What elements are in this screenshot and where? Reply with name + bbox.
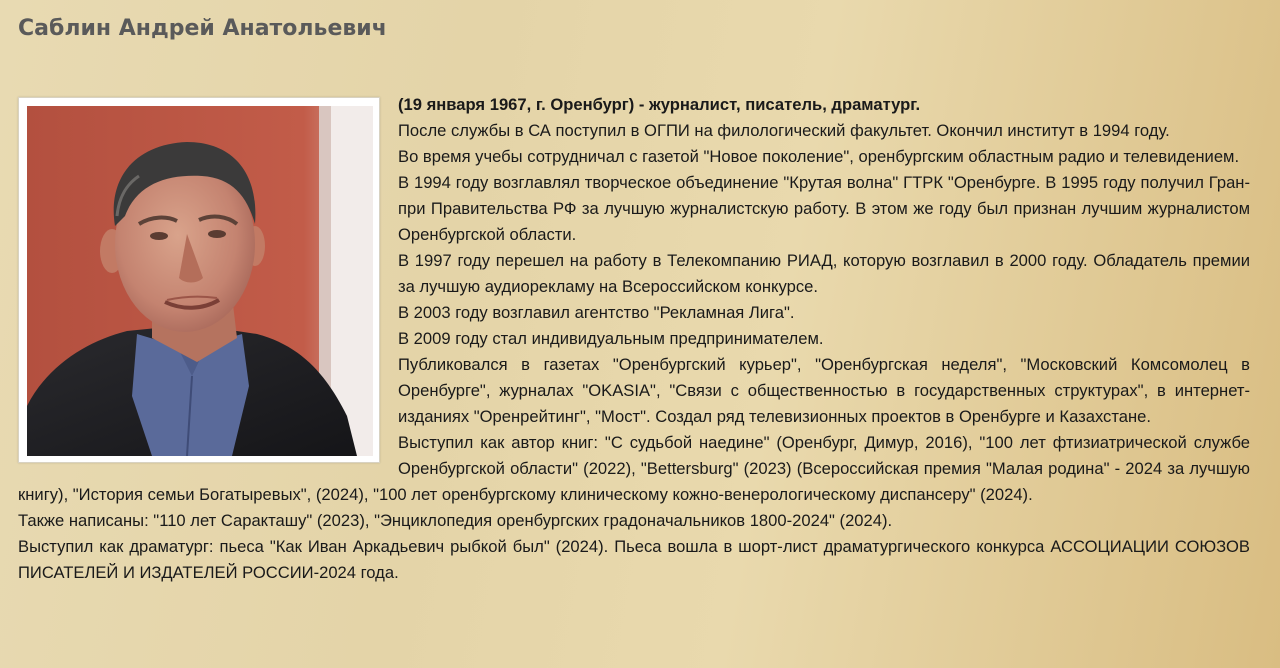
bio-paragraph-study-period: Во время учебы сотрудничал с газетой "Новое поколение", оренбургским областным радио и телевидением. [398, 147, 1240, 166]
bio-paragraph-2009: В 2009 году стал индивидуальным предпринимателем. [398, 329, 824, 348]
bio-paragraph-2003: В 2003 году возглавил агентство "Рекламная Лига". [398, 303, 795, 322]
bio-lead: (19 января 1967, г. Оренбург) - журналист, писатель, драматург. [398, 95, 921, 114]
portrait-photo [27, 106, 373, 456]
bio-paragraph-books: Выступил как автор книг: "С судьбой наедине" (Оренбург, Димур, 2016), "100 лет фтизиатрической службе Оренбургской области" (2022), "Bettersburg" (2023) (Всероссийская премия "Малая родина" - 2024 за лучшую книгу), "История семьи Богатыревых", (2024), "100 лет оренбургскому клиническому кожно-венерологическому диспансеру" (2024). [18, 433, 1250, 504]
bio-paragraph-1997: В 1997 году перешел на работу в Телекомпанию РИАД, которую возглавил в 2000 году. Обладатель премии за лучшую аудиорекламу на Всероссийском конкурсе. [398, 251, 1250, 296]
portrait-photo-frame [18, 97, 380, 463]
bio-paragraph-also-written: Также написаны: "110 лет Саракташу" (2023), "Энциклопедия оренбургских градоначальников 1800-2024" (2024). [18, 511, 893, 530]
page-title: Саблин Андрей Анатольевич [18, 16, 387, 41]
bio-paragraph-1994: В 1994 году возглавлял творческое объединение "Крутая волна" ГТРК "Оренбурге. В 1995 году получил Гран-при Правительства РФ за лучшую журналистскую работу. В этом же году был признан лучшим журналистом Оренбургской области. [398, 173, 1250, 244]
bio-paragraph-education: После службы в СА поступил в ОГПИ на филологический факультет. Окончил институт в 1994 году. [398, 121, 1170, 140]
biography-content [18, 92, 1250, 586]
bio-paragraph-publications: Публиковался в газетах "Оренбургский курьер", "Оренбургская неделя", "Московский Комсомолец в Оренбурге", журналах "OKASIA", "Связи с общественностью в государственных структурах", в интернет-изданиях "Оренрейтинг", "Мост". Создал ряд телевизионных проектов в Оренбурге и Казахстане. [398, 355, 1250, 426]
bio-paragraph-playwright: Выступил как драматург: пьеса "Как Иван Аркадьевич рыбкой был" (2024). Пьеса вошла в шорт-лист драматургического конкурса АССОЦИАЦИИ СОЮЗОВ ПИСАТЕЛЕЙ И ИЗДАТЕЛЕЙ РОССИИ-2024 года. [18, 537, 1250, 582]
